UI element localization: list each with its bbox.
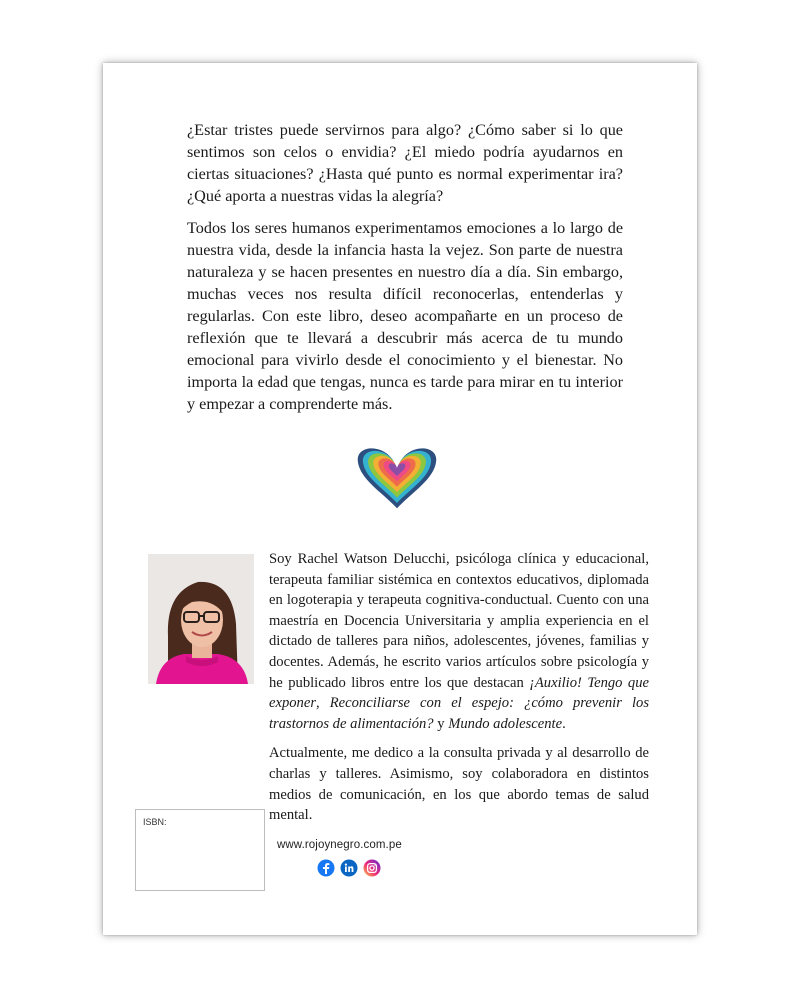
bio-paragraph-2: Actualmente, me dedico a la consulta privada y al desarrollo de charlas y talleres. Asimismo, soy colaboradora en distintos medios de comunicación, en los que abordo temas de salud mental. (269, 745, 649, 824)
intro-paragraph-2: Todos los seres humanos experimentamos emociones a lo largo de nuestra vida, desde la infancia hasta la vejez. Son parte de nuestra naturaleza y se hacen presentes en nuestro día a día. Sin embargo, muchas veces nos resulta difícil reconocerlas, entenderlas y regularlas. Con este libro, deseo acompañarte en un proceso de reflexión que te llevará a descubrir más acerca de tu mundo emocional para vivirlo desde el conocimiento y el bienestar. No importa la edad que tengas, nunca es tarde para mirar en tu interior y empezar a comprenderte más. (187, 219, 623, 413)
bio-separator: y (433, 715, 449, 732)
isbn-label: ISBN: (143, 817, 167, 827)
intro-text (187, 119, 623, 425)
website-link[interactable]: www.rojoynegro.com.pe (277, 839, 402, 851)
bio-paragraph-1 (269, 549, 649, 734)
bio-separator: , (316, 695, 330, 712)
isbn-box (135, 809, 265, 891)
book-title: Reconciliarse con el espejo: ¿cómo prevenir los trastornos de alimentación? (269, 695, 650, 732)
bio-text: Soy Rachel Watson Delucchi, psicóloga clínica y educacional, terapeuta familiar sistémica en contextos educativos, diplomada en logoterapia y terapeuta cognitiva-conductual. Cuento con una maestría en Docencia Universitaria y amplia experiencia en el dictado de talleres para niños, adolescentes, jóvenes, familias y docentes. Además, he escrito varios artículos sobre psicología y he publicado libros entre los que destacan (269, 551, 649, 691)
social-icons (317, 859, 381, 877)
facebook-icon[interactable] (317, 859, 335, 877)
instagram-icon[interactable] (363, 859, 381, 877)
linkedin-icon[interactable] (340, 859, 358, 877)
author-bio (269, 549, 649, 835)
intro-paragraph-1: ¿Estar tristes puede servirnos para algo? ¿Cómo saber si lo que sentimos son celos o envidia? ¿El miedo podría ayudarnos en ciertas situaciones? ¿Hasta qué punto es normal experimentar ira? ¿Qué aporta a nuestras vidas la alegría? (187, 121, 623, 205)
back-cover (103, 63, 697, 935)
book-title: ¡Auxilio! Tengo que exponer (269, 674, 650, 712)
book-title: Mundo adolescente (448, 715, 563, 732)
bio-period: . (562, 715, 566, 732)
heart-icon (356, 439, 438, 515)
author-photo (148, 554, 254, 684)
